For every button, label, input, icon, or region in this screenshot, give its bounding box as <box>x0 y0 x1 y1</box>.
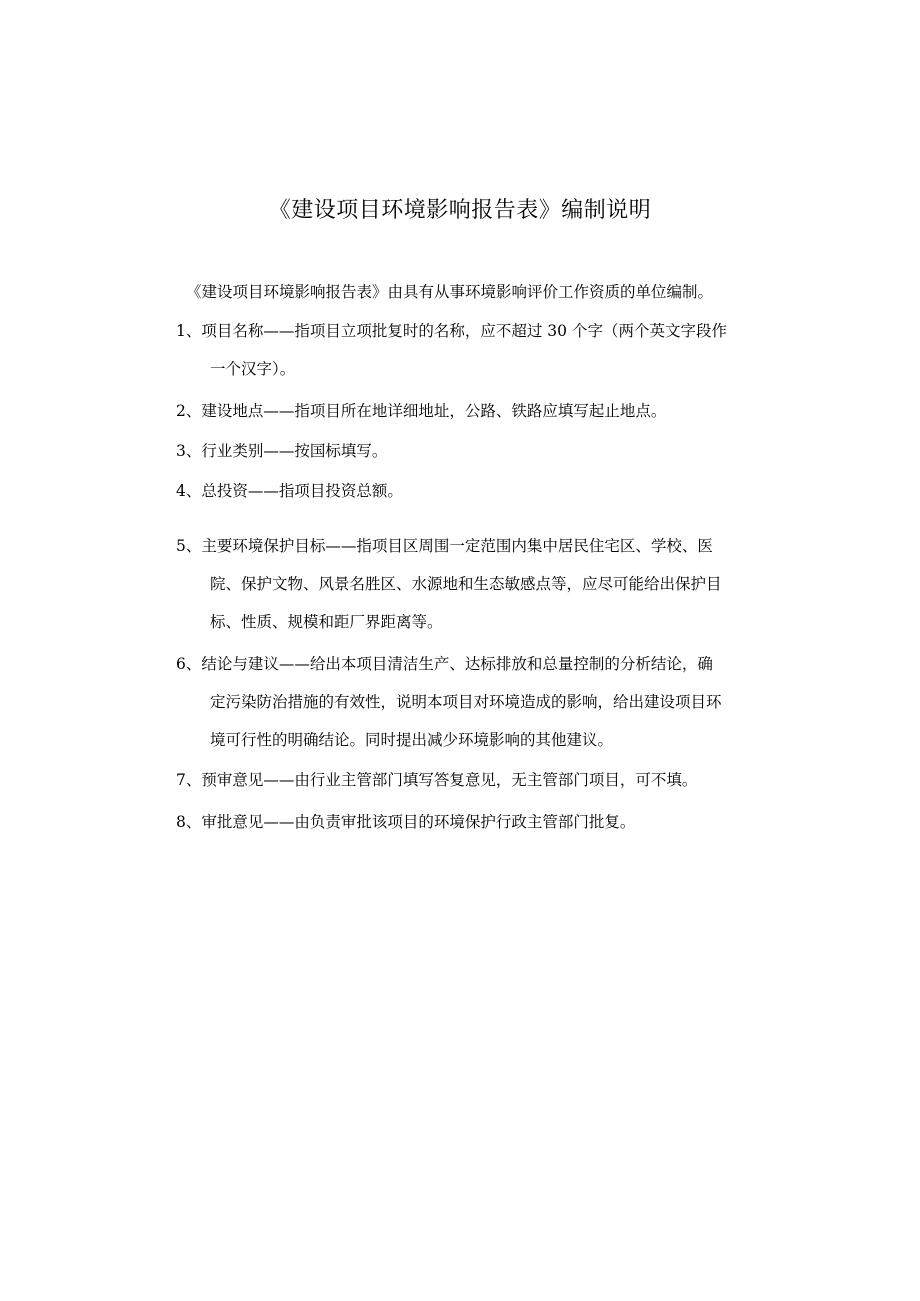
list-item-6 <box>176 645 776 759</box>
list-item-2 <box>176 392 776 430</box>
list-item-5 <box>176 527 776 641</box>
list-item-line: 2、建设地点——指项目所在地详细地址，公路、铁路应填写起止地点。 <box>176 402 667 420</box>
list-item-line: 一个汉字）。 <box>210 360 296 378</box>
list-item-1 <box>176 312 776 388</box>
intro-paragraph: 《建设项目环境影响报告表》由具有从事环境影响评价工作资质的单位编制。 <box>186 283 714 301</box>
document-title: 《建设项目环境影响报告表》编制说明 <box>268 198 652 223</box>
list-item-line: 3、行业类别——按国标填写。 <box>176 442 388 460</box>
list-item-line: 8、审批意见——由负责审批该项目的环境保护行政主管部门批复。 <box>176 813 636 831</box>
list-item-7 <box>176 761 776 799</box>
list-item-line: 院、保护文物、风景名胜区、水源地和生态敏感点等，应尽可能给出保护目 <box>210 575 722 593</box>
list-item-8 <box>176 803 776 841</box>
list-item-line: 6、结论与建议——给出本项目清洁生产、达标排放和总量控制的分析结论，确 <box>176 655 713 673</box>
list-item-line: 4、总投资——指项目投资总额。 <box>176 482 403 500</box>
list-item-line: 1、项目名称——指项目立项批复时的名称，应不超过 30 个字（两个英文字段作 <box>176 322 727 340</box>
list-item-4 <box>176 472 776 510</box>
list-item-line: 7、预审意见——由行业主管部门填写答复意见，无主管部门项目，可不填。 <box>176 771 698 789</box>
list-item-line: 定污染防治措施的有效性，说明本项目对环境造成的影响，给出建设项目环 <box>210 693 722 711</box>
list-item-line: 5、主要环境保护目标——指项目区周围一定范围内集中居民住宅区、学校、医 <box>176 537 713 555</box>
list-item-3 <box>176 432 776 470</box>
list-item-line: 境可行性的明确结论。同时提出减少环境影响的其他建议。 <box>210 731 614 749</box>
list-item-line: 标、性质、规模和距厂界距离等。 <box>210 613 443 631</box>
